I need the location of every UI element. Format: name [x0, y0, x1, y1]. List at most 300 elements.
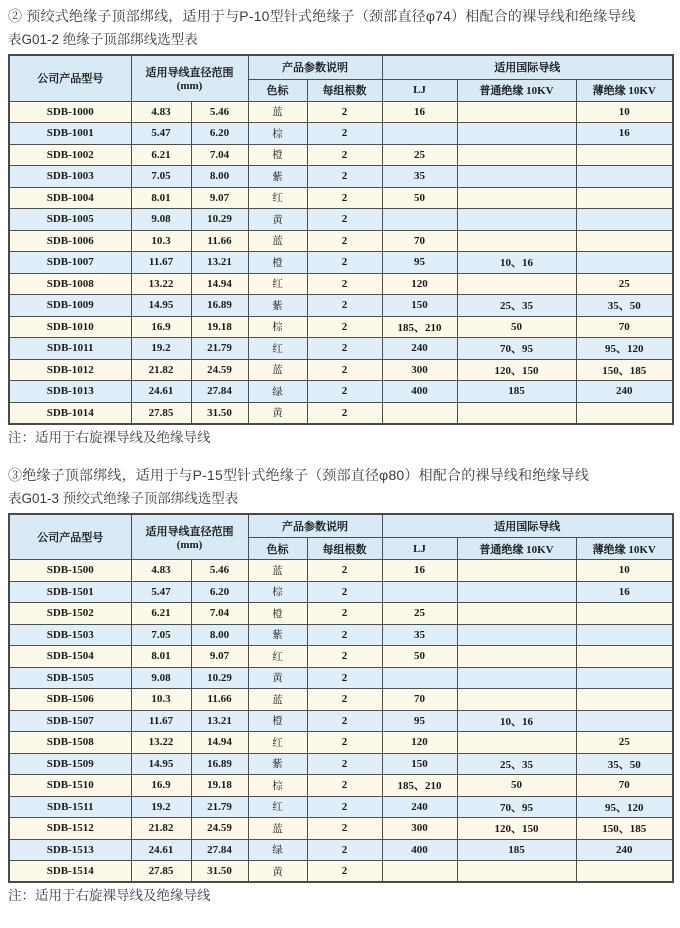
thin-insulated-cell — [576, 710, 673, 732]
product-model-cell: SDB-1509 — [9, 753, 131, 775]
ordinary-insulated-cell — [457, 560, 576, 582]
lj-cell: 25 — [382, 144, 457, 166]
thin-insulated-cell: 95、120 — [576, 338, 673, 360]
ordinary-insulated-cell: 10、16 — [457, 710, 576, 732]
diameter-min-cell: 5.47 — [131, 123, 191, 145]
product-model-cell: SDB-1501 — [9, 581, 131, 603]
lj-cell: 25 — [382, 603, 457, 625]
table-row — [9, 230, 673, 252]
product-model-cell: SDB-1500 — [9, 560, 131, 582]
table-row — [9, 581, 673, 603]
lj-cell: 300 — [382, 359, 457, 381]
lj-cell: 150 — [382, 295, 457, 317]
product-model-cell: SDB-1507 — [9, 710, 131, 732]
product-model-cell: SDB-1504 — [9, 646, 131, 668]
table-note: 注：适用于右旋裸导线及绝缘导线 — [8, 888, 211, 903]
ordinary-insulated-cell — [457, 689, 576, 711]
diameter-max-cell: 16.89 — [191, 753, 248, 775]
product-model-cell: SDB-1511 — [9, 796, 131, 818]
diameter-max-cell: 14.94 — [191, 273, 248, 295]
lj-cell: 400 — [382, 839, 457, 861]
thin-insulated-cell: 150、185 — [576, 359, 673, 381]
color-code-cell: 蓝 — [248, 560, 307, 582]
lj-cell: 185、210 — [382, 775, 457, 797]
product-model-cell: SDB-1503 — [9, 624, 131, 646]
diameter-min-cell: 13.22 — [131, 273, 191, 295]
diameter-max-cell: 31.50 — [191, 402, 248, 424]
product-model-cell: SDB-1510 — [9, 775, 131, 797]
diameter-min-cell: 16.9 — [131, 316, 191, 338]
strands-cell: 2 — [307, 710, 382, 732]
diameter-min-cell: 5.47 — [131, 581, 191, 603]
thin-insulated-cell — [576, 646, 673, 668]
strands-cell: 2 — [307, 101, 382, 123]
strands-cell: 2 — [307, 252, 382, 274]
table-row — [9, 338, 673, 360]
table-row — [9, 101, 673, 123]
table-row — [9, 316, 673, 338]
ordinary-insulated-cell: 185 — [457, 381, 576, 403]
diameter-max-cell: 10.29 — [191, 667, 248, 689]
ordinary-insulated-cell: 25、35 — [457, 753, 576, 775]
diameter-max-cell: 10.29 — [191, 209, 248, 231]
ordinary-insulated-cell: 120、150 — [457, 359, 576, 381]
strands-cell: 2 — [307, 624, 382, 646]
color-code-cell: 绿 — [248, 381, 307, 403]
product-model-cell: SDB-1004 — [9, 187, 131, 209]
diameter-max-cell: 19.18 — [191, 316, 248, 338]
thin-insulated-cell — [576, 667, 673, 689]
strands-cell: 2 — [307, 753, 382, 775]
thin-insulated-cell — [576, 402, 673, 424]
color-code-cell: 红 — [248, 646, 307, 668]
diameter-max-cell: 24.59 — [191, 818, 248, 840]
color-code-cell: 棕 — [248, 316, 307, 338]
diameter-max-cell: 7.04 — [191, 603, 248, 625]
diameter-max-cell: 7.04 — [191, 144, 248, 166]
diameter-min-cell: 4.83 — [131, 101, 191, 123]
product-model-cell: SDB-1508 — [9, 732, 131, 754]
product-model-cell: SDB-1506 — [9, 689, 131, 711]
table-row — [9, 689, 673, 711]
lj-cell: 185、210 — [382, 316, 457, 338]
lj-cell: 150 — [382, 753, 457, 775]
section-heading: ③绝缘子顶部绑线，适用于与P-15型针式绝缘子（颈部直径φ80）相配合的裸导线和绝缘导线 — [8, 466, 590, 483]
thin-insulated-cell — [576, 861, 673, 883]
thin-insulated-cell — [576, 144, 673, 166]
header-diameter-range: 适用导线直径范围(mm) — [131, 514, 248, 560]
color-code-cell: 黄 — [248, 667, 307, 689]
thin-insulated-cell — [576, 252, 673, 274]
strands-cell: 2 — [307, 667, 382, 689]
diameter-min-cell: 8.01 — [131, 187, 191, 209]
strands-cell: 2 — [307, 123, 382, 145]
ordinary-insulated-cell: 70、95 — [457, 796, 576, 818]
table-row — [9, 252, 673, 274]
product-model-cell: SDB-1014 — [9, 402, 131, 424]
diameter-min-cell: 24.61 — [131, 839, 191, 861]
ordinary-insulated-cell — [457, 581, 576, 603]
table-row — [9, 123, 673, 145]
ordinary-insulated-cell: 50 — [457, 775, 576, 797]
product-model-cell: SDB-1000 — [9, 101, 131, 123]
strands-cell: 2 — [307, 402, 382, 424]
thin-insulated-cell — [576, 230, 673, 252]
diameter-min-cell: 7.05 — [131, 624, 191, 646]
strands-cell: 2 — [307, 166, 382, 188]
table-row — [9, 796, 673, 818]
header-applicable-conductors: 适用国际导线 — [382, 55, 673, 79]
color-code-cell: 橙 — [248, 252, 307, 274]
table-row — [9, 603, 673, 625]
color-code-cell: 红 — [248, 187, 307, 209]
diameter-max-cell: 27.84 — [191, 381, 248, 403]
ordinary-insulated-cell — [457, 667, 576, 689]
diameter-min-cell: 19.2 — [131, 796, 191, 818]
lj-cell: 120 — [382, 273, 457, 295]
color-code-cell: 蓝 — [248, 818, 307, 840]
diameter-min-cell: 9.08 — [131, 209, 191, 231]
product-model-cell: SDB-1012 — [9, 359, 131, 381]
thin-insulated-cell — [576, 166, 673, 188]
ordinary-insulated-cell — [457, 624, 576, 646]
table-row — [9, 753, 673, 775]
color-code-cell: 红 — [248, 273, 307, 295]
ordinary-insulated-cell — [457, 101, 576, 123]
product-model-cell: SDB-1001 — [9, 123, 131, 145]
header-ordinary-insulated: 普通绝缘 10KV — [457, 538, 576, 560]
diameter-min-cell: 13.22 — [131, 732, 191, 754]
diameter-max-cell: 19.18 — [191, 775, 248, 797]
diameter-min-cell: 16.9 — [131, 775, 191, 797]
ordinary-insulated-cell — [457, 144, 576, 166]
diameter-max-cell: 8.00 — [191, 624, 248, 646]
strands-cell: 2 — [307, 818, 382, 840]
diameter-min-cell: 11.67 — [131, 252, 191, 274]
thin-insulated-cell: 70 — [576, 316, 673, 338]
product-model-cell: SDB-1011 — [9, 338, 131, 360]
header-applicable-conductors: 适用国际导线 — [382, 514, 673, 538]
thin-insulated-cell: 35、50 — [576, 295, 673, 317]
color-code-cell: 橙 — [248, 603, 307, 625]
thin-insulated-cell: 95、120 — [576, 796, 673, 818]
product-model-cell: SDB-1505 — [9, 667, 131, 689]
thin-insulated-cell — [576, 689, 673, 711]
lj-cell: 35 — [382, 624, 457, 646]
table-row — [9, 402, 673, 424]
lj-cell: 16 — [382, 101, 457, 123]
strands-cell: 2 — [307, 295, 382, 317]
product-model-cell: SDB-1005 — [9, 209, 131, 231]
product-model-cell: SDB-1003 — [9, 166, 131, 188]
diameter-min-cell: 14.95 — [131, 753, 191, 775]
color-code-cell: 棕 — [248, 775, 307, 797]
ordinary-insulated-cell — [457, 273, 576, 295]
table-header — [9, 55, 673, 101]
diameter-min-cell: 6.21 — [131, 603, 191, 625]
ordinary-insulated-cell — [457, 209, 576, 231]
table-row — [9, 273, 673, 295]
thin-insulated-cell: 16 — [576, 581, 673, 603]
color-code-cell: 红 — [248, 338, 307, 360]
lj-cell — [382, 402, 457, 424]
strands-cell: 2 — [307, 581, 382, 603]
product-model-cell: SDB-1514 — [9, 861, 131, 883]
thin-insulated-cell — [576, 187, 673, 209]
header-product-model: 公司产品型号 — [9, 514, 131, 560]
thin-insulated-cell: 10 — [576, 560, 673, 582]
color-code-cell: 红 — [248, 732, 307, 754]
header-thin-insulated: 薄绝缘 10KV — [576, 79, 673, 101]
diameter-max-cell: 11.66 — [191, 230, 248, 252]
strands-cell: 2 — [307, 187, 382, 209]
lj-cell: 120 — [382, 732, 457, 754]
color-code-cell: 橙 — [248, 710, 307, 732]
strands-cell: 2 — [307, 775, 382, 797]
product-model-cell: SDB-1013 — [9, 381, 131, 403]
header-color-code: 色标 — [248, 79, 307, 101]
ordinary-insulated-cell: 50 — [457, 316, 576, 338]
ordinary-insulated-cell: 185 — [457, 839, 576, 861]
color-code-cell: 棕 — [248, 581, 307, 603]
table-row — [9, 775, 673, 797]
lj-cell: 70 — [382, 689, 457, 711]
ordinary-insulated-cell — [457, 187, 576, 209]
thin-insulated-cell: 35、50 — [576, 753, 673, 775]
strands-cell: 2 — [307, 144, 382, 166]
color-code-cell: 蓝 — [248, 689, 307, 711]
diameter-max-cell: 24.59 — [191, 359, 248, 381]
table-row — [9, 295, 673, 317]
ordinary-insulated-cell — [457, 230, 576, 252]
color-code-cell: 紫 — [248, 753, 307, 775]
table-row — [9, 209, 673, 231]
product-model-cell: SDB-1009 — [9, 295, 131, 317]
lj-cell: 300 — [382, 818, 457, 840]
table-row — [9, 646, 673, 668]
thin-insulated-cell: 25 — [576, 732, 673, 754]
ordinary-insulated-cell — [457, 646, 576, 668]
section-p15-binding-wire — [8, 466, 672, 904]
thin-insulated-cell: 240 — [576, 839, 673, 861]
diameter-min-cell: 10.3 — [131, 230, 191, 252]
strands-cell: 2 — [307, 839, 382, 861]
diameter-min-cell: 7.05 — [131, 166, 191, 188]
diameter-min-cell: 21.82 — [131, 359, 191, 381]
lj-cell: 240 — [382, 796, 457, 818]
diameter-max-cell: 21.79 — [191, 796, 248, 818]
strands-cell: 2 — [307, 560, 382, 582]
ordinary-insulated-cell: 70、95 — [457, 338, 576, 360]
ordinary-insulated-cell — [457, 732, 576, 754]
table-row — [9, 710, 673, 732]
table-header — [9, 514, 673, 560]
thin-insulated-cell: 16 — [576, 123, 673, 145]
table-title: 表G01-2 绝缘子顶部绑线选型表 — [8, 32, 198, 47]
ordinary-insulated-cell: 25、35 — [457, 295, 576, 317]
ordinary-insulated-cell: 10、16 — [457, 252, 576, 274]
strands-cell: 2 — [307, 273, 382, 295]
diameter-min-cell: 14.95 — [131, 295, 191, 317]
color-code-cell: 蓝 — [248, 101, 307, 123]
strands-cell: 2 — [307, 338, 382, 360]
table-row — [9, 861, 673, 883]
table-row — [9, 624, 673, 646]
thin-insulated-cell: 70 — [576, 775, 673, 797]
diameter-max-cell: 16.89 — [191, 295, 248, 317]
product-model-cell: SDB-1502 — [9, 603, 131, 625]
color-code-cell: 棕 — [248, 123, 307, 145]
lj-cell: 95 — [382, 252, 457, 274]
lj-cell: 16 — [382, 560, 457, 582]
diameter-max-cell: 8.00 — [191, 166, 248, 188]
lj-cell — [382, 581, 457, 603]
lj-cell — [382, 667, 457, 689]
header-color-code: 色标 — [248, 538, 307, 560]
product-model-cell: SDB-1006 — [9, 230, 131, 252]
strands-cell: 2 — [307, 861, 382, 883]
lj-cell: 240 — [382, 338, 457, 360]
table-title: 表G01-3 预绞式绝缘子顶部绑线选型表 — [8, 490, 239, 506]
color-code-cell: 黄 — [248, 402, 307, 424]
strands-cell: 2 — [307, 359, 382, 381]
thin-insulated-cell: 10 — [576, 101, 673, 123]
header-strands-per-group: 每组根数 — [307, 79, 382, 101]
table-note: 注：适用于右旋裸导线及绝缘导线 — [8, 429, 211, 445]
diameter-max-cell: 6.20 — [191, 123, 248, 145]
diameter-min-cell: 4.83 — [131, 560, 191, 582]
table-row — [9, 166, 673, 188]
table-row — [9, 144, 673, 166]
ordinary-insulated-cell — [457, 402, 576, 424]
strands-cell: 2 — [307, 603, 382, 625]
section-heading: ② 预绞式绝缘子顶部绑线，适用于与P-10型针式绝缘子（颈部直径φ74）相配合的裸导线和绝缘导线 — [8, 8, 636, 24]
product-model-cell: SDB-1007 — [9, 252, 131, 274]
product-model-cell: SDB-1512 — [9, 818, 131, 840]
lj-cell: 35 — [382, 166, 457, 188]
header-lj: LJ — [382, 79, 457, 101]
diameter-min-cell: 19.2 — [131, 338, 191, 360]
lj-cell — [382, 861, 457, 883]
header-ordinary-insulated: 普通绝缘 10KV — [457, 79, 576, 101]
selection-table-g01-2 — [8, 54, 674, 425]
product-model-cell: SDB-1002 — [9, 144, 131, 166]
product-model-cell: SDB-1008 — [9, 273, 131, 295]
ordinary-insulated-cell — [457, 166, 576, 188]
diameter-min-cell: 8.01 — [131, 646, 191, 668]
table-row — [9, 381, 673, 403]
color-code-cell: 紫 — [248, 166, 307, 188]
diameter-max-cell: 6.20 — [191, 581, 248, 603]
thin-insulated-cell — [576, 624, 673, 646]
lj-cell: 400 — [382, 381, 457, 403]
diameter-max-cell: 21.79 — [191, 338, 248, 360]
ordinary-insulated-cell — [457, 603, 576, 625]
table-row — [9, 359, 673, 381]
header-lj: LJ — [382, 538, 457, 560]
color-code-cell: 紫 — [248, 295, 307, 317]
color-code-cell: 黄 — [248, 861, 307, 883]
thin-insulated-cell: 150、185 — [576, 818, 673, 840]
diameter-min-cell: 11.67 — [131, 710, 191, 732]
color-code-cell: 紫 — [248, 624, 307, 646]
table-row — [9, 732, 673, 754]
lj-cell: 95 — [382, 710, 457, 732]
color-code-cell: 黄 — [248, 209, 307, 231]
selection-table-g01-3 — [8, 513, 674, 884]
color-code-cell: 蓝 — [248, 359, 307, 381]
strands-cell: 2 — [307, 316, 382, 338]
diameter-min-cell: 24.61 — [131, 381, 191, 403]
thin-insulated-cell: 240 — [576, 381, 673, 403]
color-code-cell: 绿 — [248, 839, 307, 861]
thin-insulated-cell — [576, 603, 673, 625]
diameter-max-cell: 13.21 — [191, 710, 248, 732]
table-row — [9, 839, 673, 861]
strands-cell: 2 — [307, 796, 382, 818]
lj-cell: 50 — [382, 646, 457, 668]
color-code-cell: 蓝 — [248, 230, 307, 252]
diameter-max-cell: 5.46 — [191, 101, 248, 123]
lj-cell — [382, 209, 457, 231]
diameter-max-cell: 31.50 — [191, 861, 248, 883]
header-product-params: 产品参数说明 — [248, 55, 382, 79]
lj-cell: 70 — [382, 230, 457, 252]
header-diameter-range: 适用导线直径范围(mm) — [131, 55, 248, 101]
strands-cell: 2 — [307, 209, 382, 231]
product-model-cell: SDB-1010 — [9, 316, 131, 338]
strands-cell: 2 — [307, 732, 382, 754]
table-body — [9, 101, 673, 424]
section-p10-binding-wire — [8, 7, 672, 445]
table-row — [9, 667, 673, 689]
diameter-max-cell: 9.07 — [191, 646, 248, 668]
strands-cell: 2 — [307, 646, 382, 668]
thin-insulated-cell — [576, 209, 673, 231]
ordinary-insulated-cell — [457, 861, 576, 883]
color-code-cell: 橙 — [248, 144, 307, 166]
diameter-max-cell: 9.07 — [191, 187, 248, 209]
header-strands-per-group: 每组根数 — [307, 538, 382, 560]
lj-cell: 50 — [382, 187, 457, 209]
table-body — [9, 560, 673, 883]
diameter-min-cell: 6.21 — [131, 144, 191, 166]
table-row — [9, 560, 673, 582]
diameter-max-cell: 11.66 — [191, 689, 248, 711]
strands-cell: 2 — [307, 689, 382, 711]
diameter-max-cell: 13.21 — [191, 252, 248, 274]
header-product-model: 公司产品型号 — [9, 55, 131, 101]
strands-cell: 2 — [307, 381, 382, 403]
diameter-max-cell: 5.46 — [191, 560, 248, 582]
header-thin-insulated: 薄绝缘 10KV — [576, 538, 673, 560]
diameter-min-cell: 27.85 — [131, 861, 191, 883]
lj-cell — [382, 123, 457, 145]
diameter-min-cell: 9.08 — [131, 667, 191, 689]
table-row — [9, 187, 673, 209]
diameter-max-cell: 27.84 — [191, 839, 248, 861]
ordinary-insulated-cell: 120、150 — [457, 818, 576, 840]
table-row — [9, 818, 673, 840]
header-product-params: 产品参数说明 — [248, 514, 382, 538]
product-model-cell: SDB-1513 — [9, 839, 131, 861]
diameter-min-cell: 21.82 — [131, 818, 191, 840]
diameter-min-cell: 27.85 — [131, 402, 191, 424]
thin-insulated-cell: 25 — [576, 273, 673, 295]
strands-cell: 2 — [307, 230, 382, 252]
diameter-min-cell: 10.3 — [131, 689, 191, 711]
color-code-cell: 红 — [248, 796, 307, 818]
